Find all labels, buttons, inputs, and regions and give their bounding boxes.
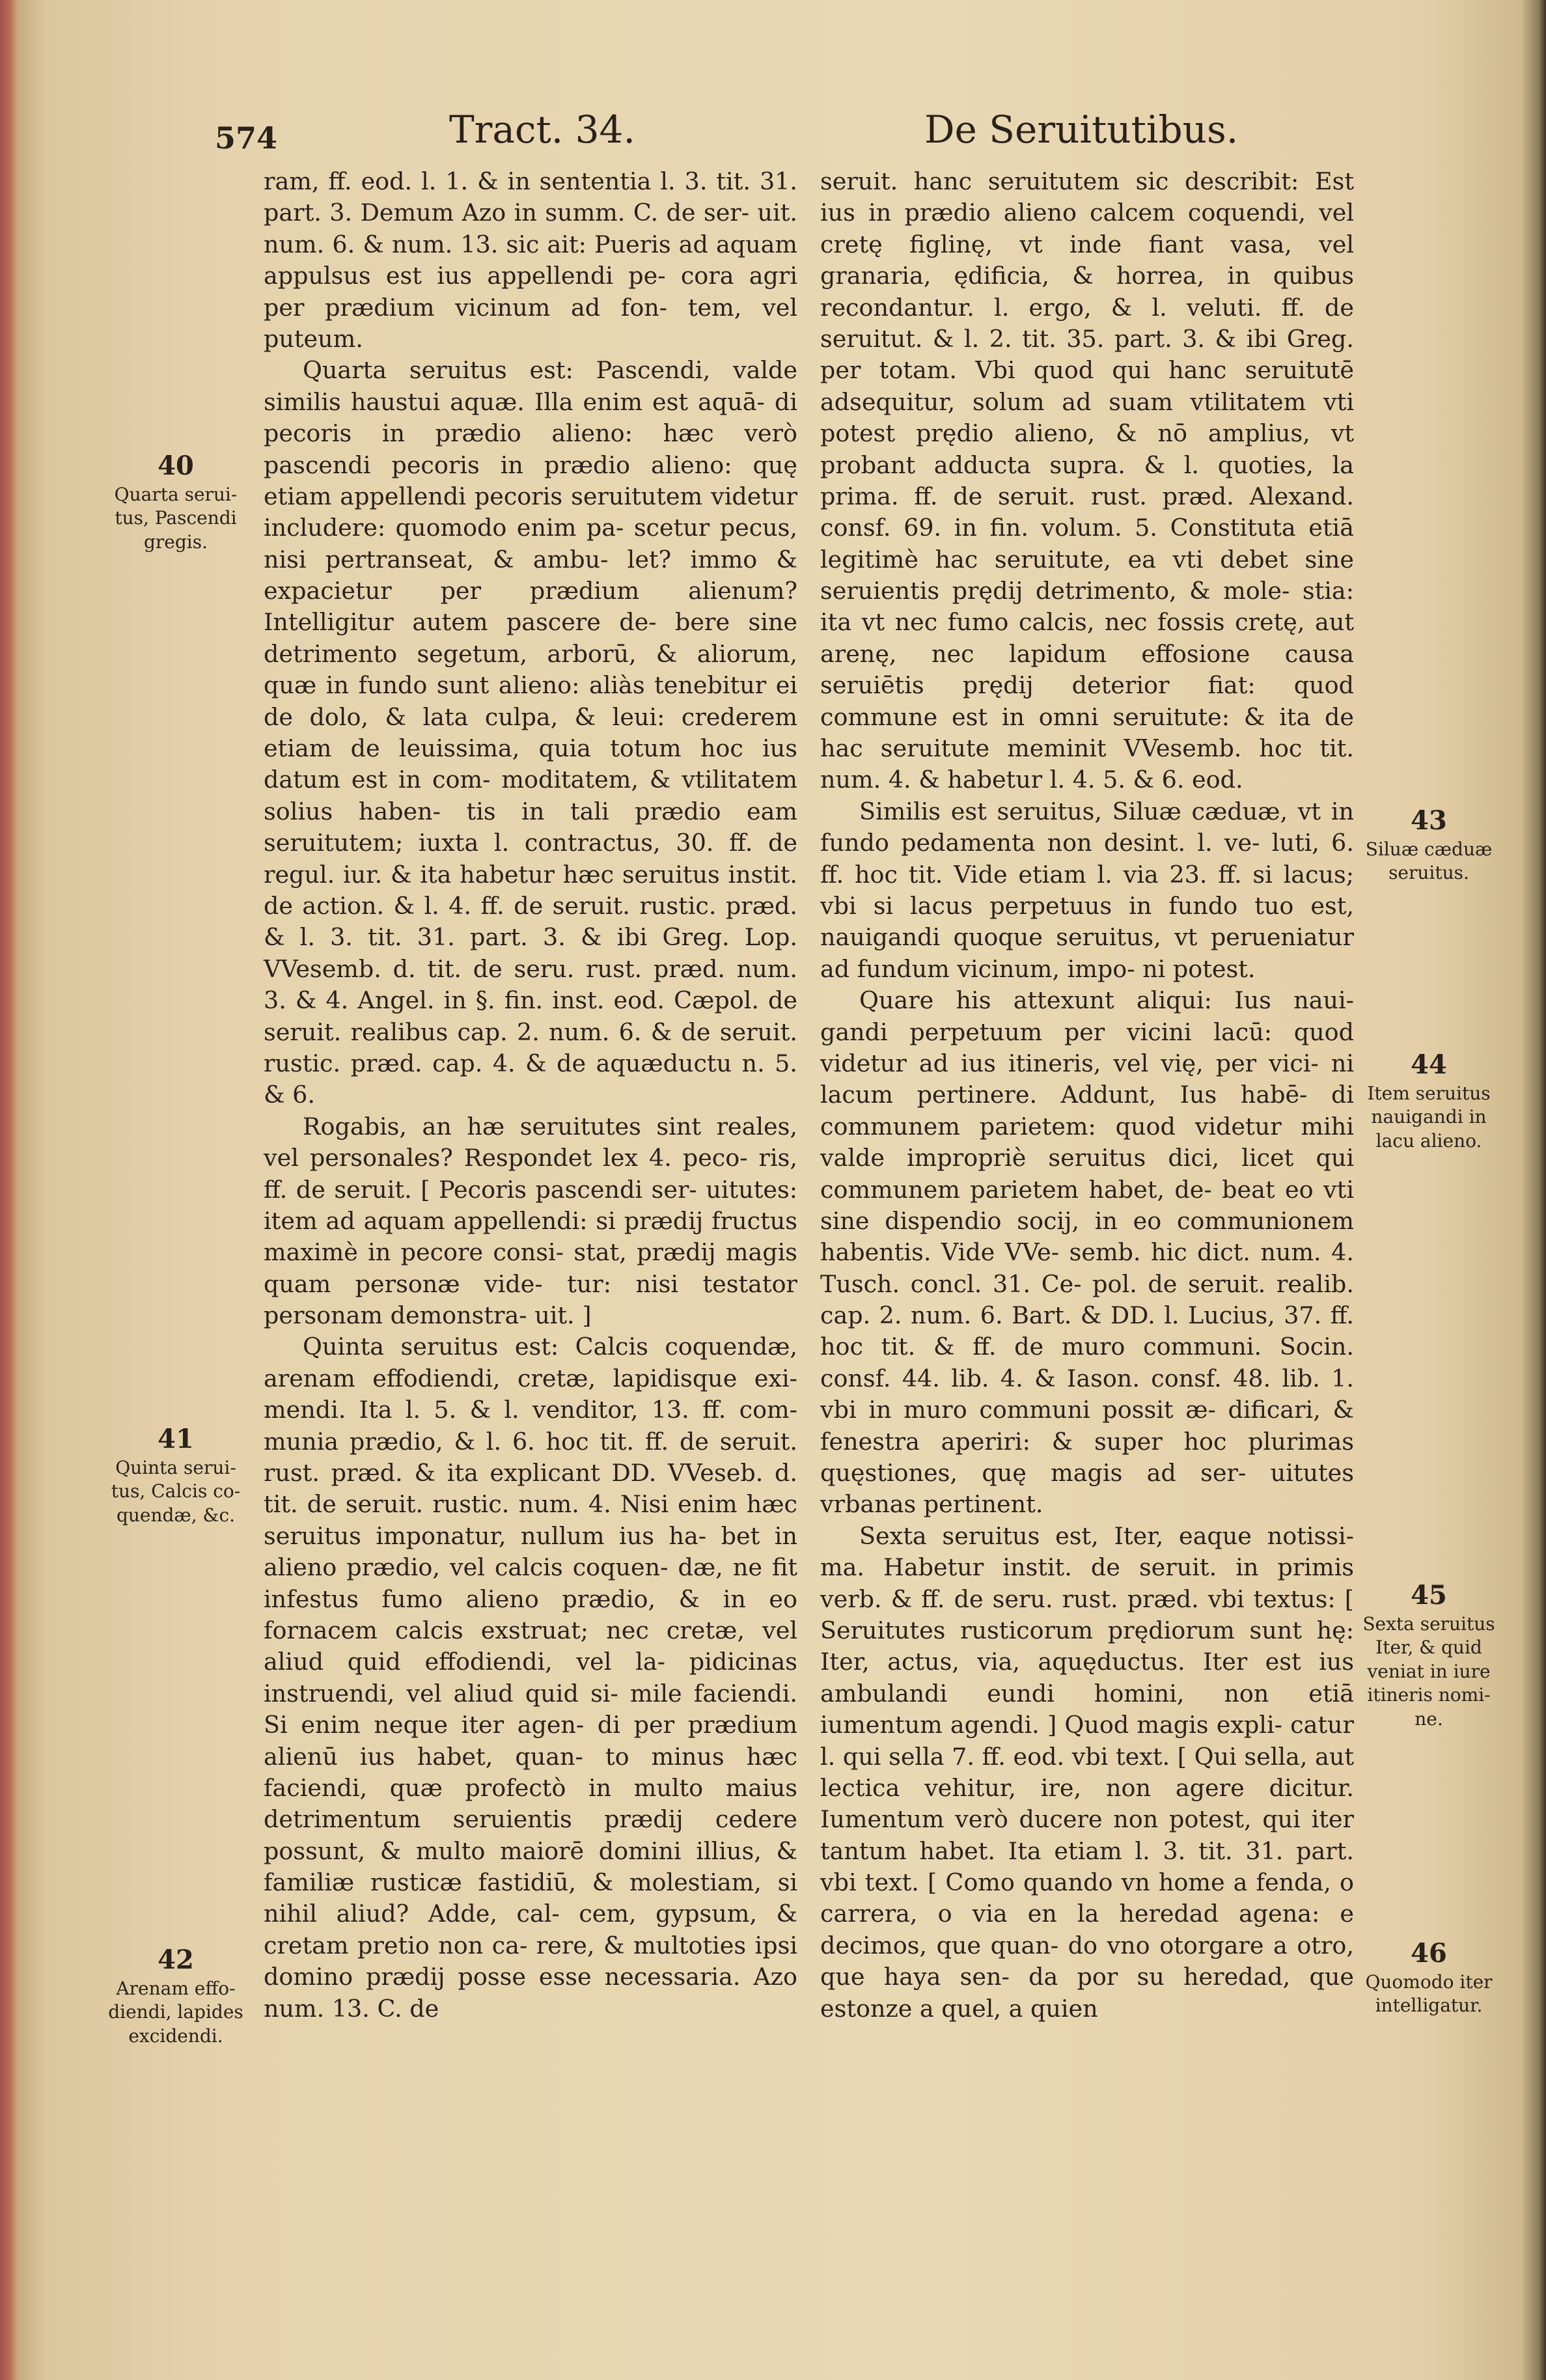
paragraph: Sexta seruitus est, Iter, eaque notissi- ma. Habetur instit. de seruit. in primis verb. & ff. de seru. rust. præd. vbi textus: [ Seruitutes rusticorum prędiorum sunt hę: Iter, actus, via, aquęductus. Iter est ius ambulandi eundi homini, non etiā iumentum agendi. ] Quod magis expli- catur l. qui sella 7. ff. eod. vbi text. [ Qui sella, aut lectica vehitur, ire, non agere dicitur. Iumentum verò ducere non potest, qui iter tantum habet. Ita etiam l. 3. tit. 31. part. vbi text. [ Como quando vn home a fenda, o carrera, o via en la heredad agena: e decimos, que quan- do vno otorgare a otro, que haya sen- da por su heredad, que estonze a quel, a quien [820, 1521, 1354, 2023]
margin-note-text: Quarta serui- tus, Pascendi gregis. [114, 484, 238, 553]
running-head-tract: Tract. 34. [449, 107, 635, 152]
margin-note-text: Arenam effo- diendi, lapides excidendi. [108, 1978, 243, 2047]
margin-note-number: 43 [1411, 805, 1447, 836]
margin-note-text: Item seruitus nauigandi in lacu alieno. [1367, 1083, 1491, 1152]
margin-note-40 [98, 449, 254, 554]
page-number: 574 [215, 120, 278, 156]
margin-note-text: Siluæ cæduæ seruitus. [1365, 838, 1493, 884]
margin-note-text: Sexta seruitus Iter, & quid veniat in iure itineris nomi- ne. [1362, 1613, 1495, 1730]
right-text-column [820, 166, 1354, 2025]
paragraph: ram, ff. eod. l. 1. & in sententia l. 3. tit. 31. part. 3. Demum Azo in summ. C. de ser- uit. num. 6. & num. 13. sic ait: Pueris ad aquam appulsus est ius appellendi pe- cora agri per prædium vicinum ad fon- tem, vel puteum. [264, 167, 797, 353]
margin-note-46 [1357, 1937, 1500, 2018]
margin-note-45 [1357, 1579, 1500, 1731]
running-head-title: De Seruitutibus. [924, 107, 1239, 152]
margin-note-number: 46 [1411, 1938, 1447, 1969]
margin-note-42 [98, 1943, 254, 2048]
left-text-column [264, 166, 797, 2025]
paragraph: Similis est seruitus, Siluæ cæduæ, vt in fundo pedamenta non desint. l. ve- luti, 6. ff. hoc tit. Vide etiam l. via 23. ff. si lacus; vbi si lacus perpetuus in fundo tuo est, nauigandi quoque seruitus, vt perueniatur ad fundum vicinum, impo- ni potest. [820, 797, 1354, 983]
paragraph: Quinta seruitus est: Calcis coquendæ, arenam effodiendi, cretæ, lapidisque exi- mendi. Ita l. 5. & l. venditor, 13. ff. com- munia prædio, & l. 6. hoc tit. ff. de seruit. rust. præd. & ita explicant DD. VVeseb. d. tit. de seruit. rustic. num. 4. Nisi enim hæc seruitus imponatur, nullum ius ha- bet in alieno prædio, vel calcis coquen- dæ, ne fit infestus fumo alieno prædio, & in eo fornacem calcis exstruat; nec cretæ, vel aliud quid effodiendi, vel la- pidicinas instruendi, vel aliud quid si- mile faciendi. Si enim neque iter agen- di per prædium alienū ius habet, quan- to minus hæc faciendi, quæ profectò in multo maius detrimentum seruientis prædij cedere possunt, & multo maiorē domini illius, & familiæ rusticæ fastidiū, & molestiam, si nihil aliud? Adde, cal- cem, gypsum, & cretam pretio non ca- rere, & multoties ipsi domino prædij posse esse necessaria. Azo num. 13. C. de [264, 1333, 797, 2023]
margin-note-number: 44 [1411, 1049, 1447, 1080]
paragraph: Quare his attexunt aliqui: Ius naui- gandi perpetuum per vicini lacū: quod videtur ad ius itineris, vel vię, per vici- ni lacum pertinere. Addunt, Ius habē- di communem parietem: quod videtur mihi valde impropriè seruitus dici, licet qui communem parietem habet, de- beat eo vti sine dispendio socij, in eo communionem habentis. Vide VVe- semb. hic dict. num. 4. Tusch. concl. 31. Ce- pol. de seruit. realib. cap. 2. num. 6. Bart. & DD. l. Lucius, 37. ff. hoc tit. & ff. de muro communi. Socin. consf. 44. lib. 4. & Iason. consf. 48. lib. 1. vbi in muro communi possit æ- dificari, & fenestra aperiri: & super hoc plurimas quęstiones, quę magis ad ser- uitutes vrbanas pertinent. [820, 986, 1354, 1519]
page-edge-left [0, 0, 17, 2380]
margin-note-text: Quinta serui- tus, Calcis co- quendæ, &c. [111, 1457, 241, 1526]
margin-note-number: 42 [158, 1944, 194, 1975]
margin-note-number: 40 [158, 450, 194, 481]
margin-note-41 [98, 1422, 254, 1527]
paragraph: Rogabis, an hæ seruitutes sint reales, vel personales? Respondet lex 4. peco- ris, ff. de seruit. [ Pecoris pascendi ser- uitutes: item ad aquam appellendi: si prædij fructus maximè in pecore consi- stat, prædij magis quam personæ vide- tur: nisi testator personam demonstra- uit. ] [264, 1112, 797, 1330]
margin-note-43 [1357, 804, 1500, 885]
margin-note-number: 41 [158, 1424, 194, 1454]
margin-note-44 [1357, 1048, 1500, 1153]
page-edge-right [1523, 0, 1546, 2380]
paragraph: Quarta seruitus est: Pascendi, valde similis haustui aquæ. Illa enim est aquā- di pecoris in prædio alieno: hæc verò pascendi pecoris in prædio alieno: quę etiam appellendi pecoris seruitutem videtur includere: quomodo enim pa- scetur pecus, nisi pertranseat, & ambu- let? immo & expacietur per prædium alienum? Intelligitur autem pascere de- bere sine detrimento segetum, arborū, & aliorum, quæ in fundo sunt alieno: aliàs tenebitur ei de dolo, & lata culpa, & leui: crederem etiam de leuissima, quia totum hoc ius datum est in com- moditatem, & vtilitatem solius haben- tis in tali prædio eam seruitutem; iuxta l. contractus, 30. ff. de regul. iur. & ita habetur hæc seruitus instit. de action. & l. 4. ff. de seruit. rustic. præd. & l. 3. tit. 31. part. 3. & ibi Greg. Lop. VVesemb. d. tit. de seru. rust. præd. num. 3. & 4. Angel. in §. fin. inst. eod. Cæpol. de seruit. realibus cap. 2. num. 6. & de seruit. rustic. præd. cap. 4. & de aquæductu n. 5. & 6. [264, 356, 797, 1109]
margin-note-text: Quomodo iter intelligatur. [1365, 1971, 1493, 2017]
margin-note-number: 45 [1411, 1580, 1447, 1611]
paragraph: seruit. hanc seruitutem sic describit: Est ius in prædio alieno calcem coquendi, vel cretę figlinę, vt inde fiant vasa, vel granaria, ędificia, & horrea, in quibus recondantur. l. ergo, & l. veluti. ff. de seruitut. & l. 2. tit. 35. part. 3. & ibi Greg. per totam. Vbi quod qui hanc seruitutē adsequitur, solum ad suam vtilitatem vti potest prędio alieno, & nō amplius, vt probant adducta supra. & l. quoties, la prima. ff. de seruit. rust. præd. Alexand. consf. 69. in fin. volum. 5. Constituta etiā legitimè hac seruitute, ea vti debet sine seruientis prędij detrimento, & mole- stia: ita vt nec fumo calcis, nec fossis cretę, aut arenę, nec lapidum effosione causa seruiētis prędij deterior fiat: quod commune est in omni seruitute: & ita de hac seruitute meminit VVesemb. hoc tit. num. 4. & habetur l. 4. 5. & 6. eod. [820, 167, 1354, 794]
